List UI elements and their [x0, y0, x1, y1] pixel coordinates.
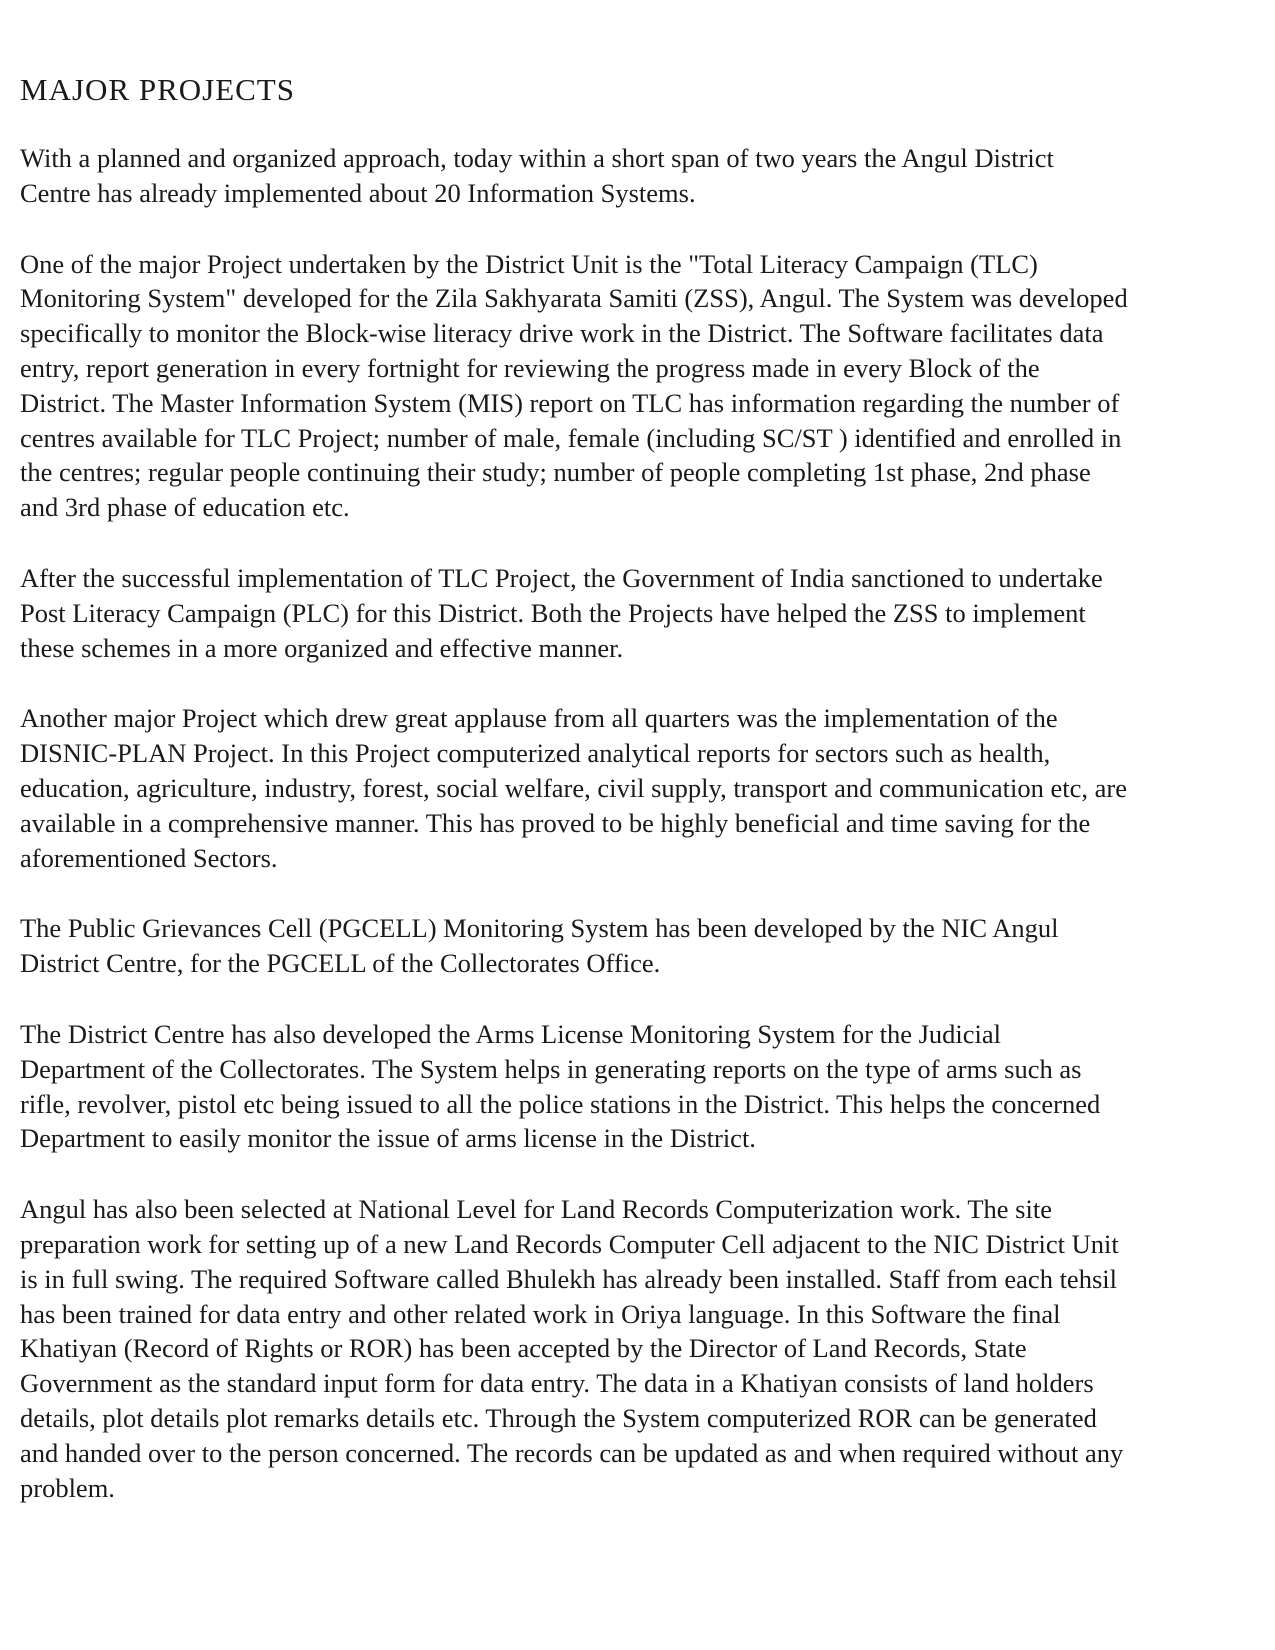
text-line: entry, report generation in every fortnight for reviewing the progress made in every Block of the	[20, 352, 1040, 383]
paragraph-plc	[20, 561, 1260, 665]
text-line: Centre has already implemented about 20 Information Systems.	[20, 177, 696, 208]
text-line: details, plot details plot remarks details etc. Through the System computerized ROR can be generated	[20, 1402, 1097, 1433]
text-line: centres available for TLC Project; number of male, female (including SC/ST ) identified and enrolled in	[20, 422, 1122, 453]
paragraph-pgcell	[20, 911, 1260, 981]
text-line: District. The Master Information System (MIS) report on TLC has information regarding the number of	[20, 387, 1120, 418]
text-line: preparation work for setting up of a new Land Records Computer Cell adjacent to the NIC District Unit	[20, 1228, 1119, 1259]
text-line: and 3rd phase of education etc.	[20, 492, 350, 523]
text-line: Monitoring System" developed for the Zila Sakhyarata Samiti (ZSS), Angul. The System was developed	[20, 283, 1128, 314]
text-line: aforementioned Sectors.	[20, 842, 278, 873]
text-line: The District Centre has also developed the Arms License Monitoring System for the Judicial	[20, 1018, 1002, 1049]
paragraph-intro	[20, 141, 1260, 211]
text-line: Khatiyan (Record of Rights or ROR) has been accepted by the Director of Land Records, State	[20, 1333, 1027, 1364]
text-line: District Centre, for the PGCELL of the Collectorates Office.	[20, 948, 661, 979]
text-line: the centres; regular people continuing their study; number of people completing 1st phase, 2nd phase	[20, 457, 1091, 488]
text-line: The Public Grievances Cell (PGCELL) Monitoring System has been developed by the NIC Angul	[20, 913, 1059, 944]
text-line: education, agriculture, industry, forest, social welfare, civil supply, transport and communication etc, are	[20, 772, 1127, 803]
text-line: is in full swing. The required Software called Bhulekh has already been installed. Staff from each tehsil	[20, 1263, 1117, 1294]
text-line: Department to easily monitor the issue of arms license in the District.	[20, 1123, 756, 1154]
text-line: specifically to monitor the Block-wise literacy drive work in the District. The Software facilitates data	[20, 318, 1104, 349]
paragraph-land-records	[20, 1192, 1260, 1505]
paragraph-tlc	[20, 247, 1260, 525]
text-line: Department of the Collectorates. The System helps in generating reports on the type of arms such as	[20, 1053, 1082, 1084]
text-line: One of the major Project undertaken by the District Unit is the "Total Literacy Campaign (TLC)	[20, 248, 1038, 279]
text-line: has been trained for data entry and other related work in Oriya language. In this Software the final	[20, 1298, 1061, 1329]
text-line: DISNIC-PLAN Project. In this Project computerized analytical reports for sectors such as health,	[20, 738, 1051, 769]
text-line: After the successful implementation of TLC Project, the Government of India sanctioned to undertake	[20, 562, 1103, 593]
text-line: available in a comprehensive manner. This has proved to be highly beneficial and time saving for the	[20, 807, 1091, 838]
text-line: problem.	[20, 1472, 115, 1503]
text-line: these schemes in a more organized and effective manner.	[20, 632, 624, 663]
text-line: Post Literacy Campaign (PLC) for this District. Both the Projects have helped the ZSS to implement	[20, 597, 1086, 628]
document-page	[20, 70, 1260, 1541]
text-line: Another major Project which drew great applause from all quarters was the implementation of the	[20, 703, 1058, 734]
text-line: Angul has also been selected at National Level for Land Records Computerization work. The site	[20, 1194, 1052, 1225]
paragraph-disnic-plan	[20, 701, 1260, 875]
text-line: With a planned and organized approach, today within a short span of two years the Angul District	[20, 143, 1054, 173]
text-line: rifle, revolver, pistol etc being issued to all the police stations in the District. This helps the concerned	[20, 1088, 1101, 1119]
page-title: MAJOR PROJECTS	[20, 72, 295, 107]
paragraph-arms-license	[20, 1017, 1260, 1156]
text-line: Government as the standard input form for data entry. The data in a Khatiyan consists of land holders	[20, 1368, 1094, 1399]
text-line: and handed over to the person concerned. The records can be updated as and when required without any	[20, 1437, 1124, 1468]
